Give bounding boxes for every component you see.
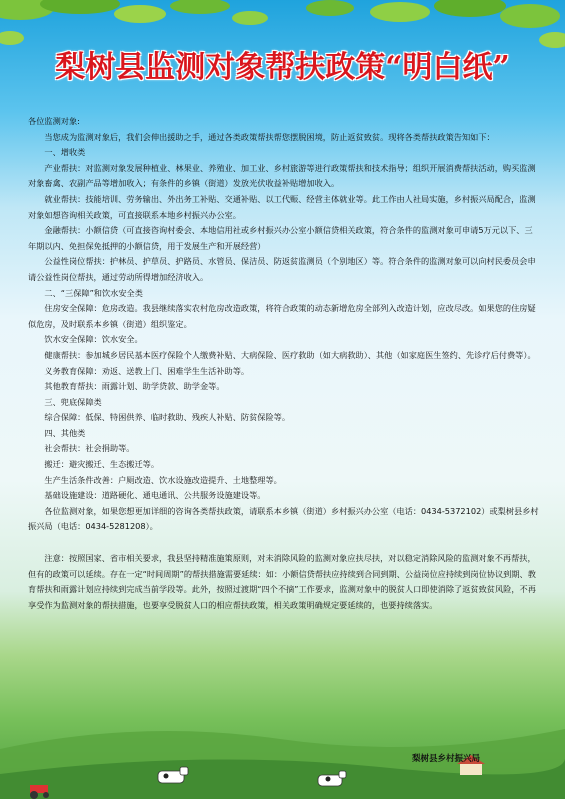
issuer-signature: 梨树县乡村振兴局 <box>412 754 481 764</box>
section-heading-income: 一、增收类 <box>44 147 86 158</box>
section-heading-guarantee: 二、“三保障”和饮水安全类 <box>44 287 143 298</box>
section-heading-other: 四、其他类 <box>44 427 86 438</box>
item-social: 社会帮扶：社会捐助等。 <box>44 443 135 454</box>
note-paragraph: 注意：按照国家、省市相关要求，我县坚持精准施策原则，对未消除风险的监测对象应扶尽扶，对以稳定消除风险的监测对象不再帮扶，但有的政策可以延续。存在一定“时间周期”的帮扶措施需要延续：如：小额信贷帮扶应持续到合同到期、公益岗位应持续到岗位协议到期、教育帮扶和雨露计划应持续到完成当前学段等。此外，按照过渡期“四个不摘”工作要求，监测对象中的脱贫人口即使消除了返贫致贫风险，不再享受作为监测对象的帮扶措施，也要享受脱贫人口的相应帮扶政策，相关政策明确规定要延续的，也要持续落实。 <box>28 553 536 610</box>
page-title: 梨树县监测对象帮扶政策“明白纸” <box>55 50 510 85</box>
policy-document <box>28 114 540 613</box>
countryside-illustration <box>0 599 565 799</box>
item-finance: 金融帮扶：小额信贷（可直接咨询村委会、本地信用社或乡村振兴办公室小额信贷相关政策，符合条件的监测对象可申请5万元以下、三年期以内、免担保免抵押的小额信贷，用于发展生产和开展经营） <box>28 225 533 251</box>
item-comprehensive: 综合保障：低保、特困供养、临时救助、残疾人补贴、防贫保险等。 <box>44 412 291 423</box>
item-infrastructure: 基础设施建设：道路硬化、通电通讯、公共服务设施建设等。 <box>44 490 266 501</box>
greeting: 各位监测对象: <box>28 116 80 126</box>
item-housing: 住房安全保障：危房改造。我县继续落实农村危房改造政策，将符合政策的动态新增危房全部列入改造计划，应改尽改。如果您的住房疑似危房，及时联系本乡镇（街道）组织鉴定。 <box>28 303 536 329</box>
contact-paragraph: 各位监测对象，如果您想更加详细的咨询各类帮扶政策，请联系本乡镇（街道）乡村振兴办公室（电话：0434-5372102）或梨树县乡村振兴局（电话：0434-5281208）。 <box>28 505 539 532</box>
item-industry: 产业帮扶：对监测对象发展种植业、林果业、养殖业、加工业、乡村旅游等进行政策帮扶和技术指导；组织开展消费帮扶活动，购买监测对象畜禽、农副产品等增加收入；有条件的乡镇（街道）发放光伏收益补贴增加收入。 <box>28 162 536 189</box>
section-heading-safety-net: 三、兜底保障类 <box>44 396 102 407</box>
item-compulsory-edu: 义务教育保障：劝返、送教上门、困难学生生活补助等。 <box>44 365 250 376</box>
item-employment: 就业帮扶：技能培训、劳务输出、外出务工补贴、交通补贴、以工代赈、经营主体就业等。此工作由人社局实施，乡村振兴局配合，监测对象如想咨询相关政策，可直接联系本地乡村振兴办公室。 <box>28 193 536 220</box>
item-water: 饮水安全保障：饮水安全。 <box>44 334 143 345</box>
intro-paragraph: 当您成为监测对象后，我们会伸出援助之手，通过各类政策帮扶帮您摆脱困境，防止返贫致贫。现将各类帮扶政策告知如下： <box>44 131 495 142</box>
item-living: 生产生活条件改善：户厕改造、饮水设施改造提升、土地整理等。 <box>44 474 282 485</box>
item-health: 健康帮扶：参加城乡居民基本医疗保险个人缴费补贴、大病保险、医疗救助（如大病救助）、其他（如家庭医生签约、先诊疗后付费等）。 <box>44 349 536 360</box>
item-relocation: 搬迁：避灾搬迁、生态搬迁等。 <box>44 459 160 470</box>
item-welfare-jobs: 公益性岗位帮扶：护林员、护草员、护路员、水管员、保洁员、防返贫监测员（个别地区）等。符合条件的监测对象可以向村民委员会申请公益性岗位帮扶，通过劳动所得增加经济收入。 <box>28 256 536 282</box>
item-other-edu: 其他教育帮扶：雨露计划、助学贷款、助学金等。 <box>44 381 225 392</box>
